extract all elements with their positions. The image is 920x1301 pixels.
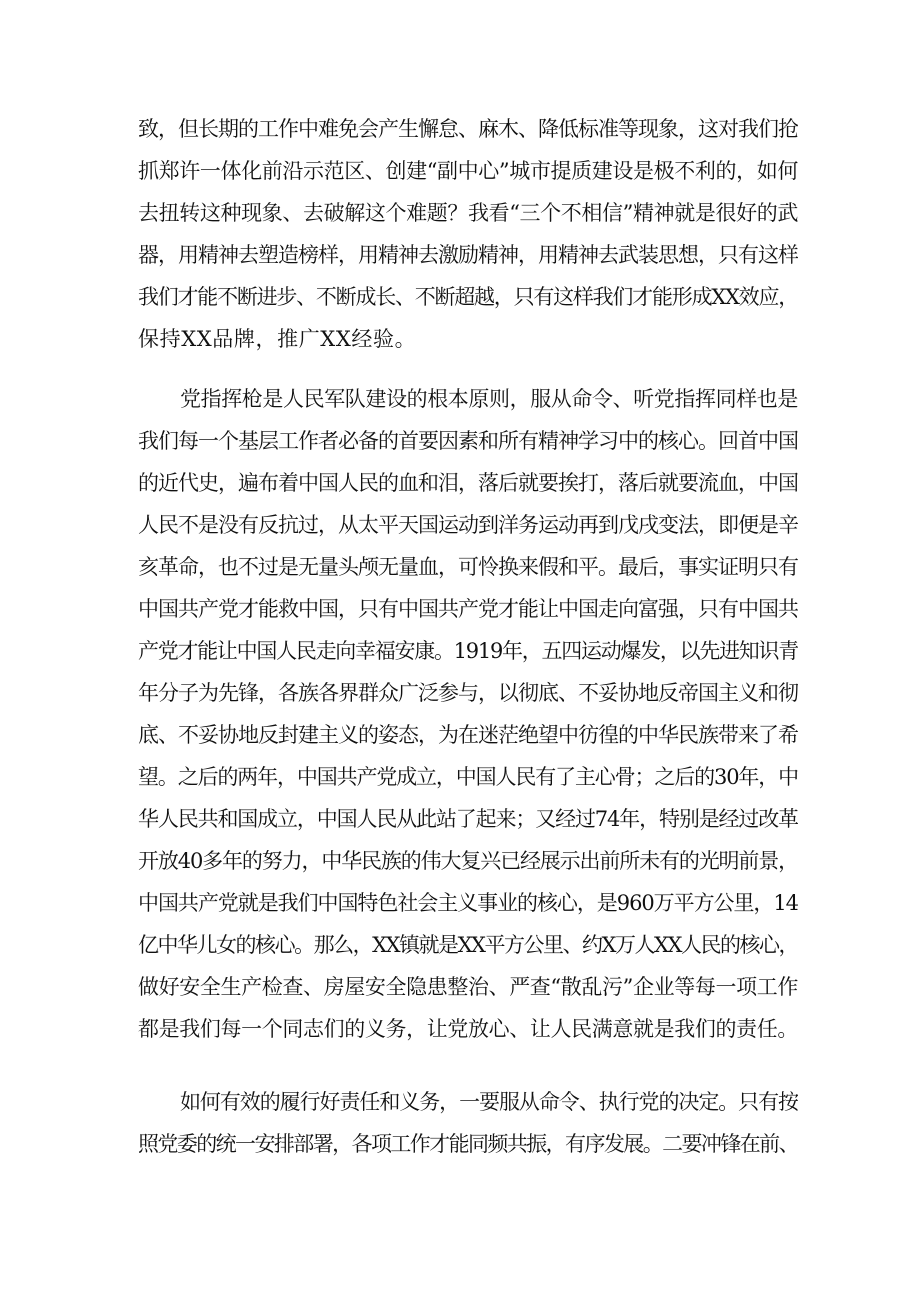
text-line: 器，用精神去塑造榜样，用精神去激励精神，用精神去武装思想，只有这样 — [138, 243, 798, 267]
paragraph-2 — [138, 378, 798, 1050]
paragraph-3 — [138, 1081, 798, 1165]
text-line: 我们才能不断进步、不断成长、不断超越，只有这样我们才能形成XX效应， — [138, 285, 798, 309]
text-line: 亿中华儿女的核心。那么，XX镇就是XX平方公里、约X万人XX人民的核心， — [138, 933, 798, 957]
text-line: 华人民共和国成立，中国人民从此站了起来；又经过74年，特别是经过改革 — [138, 807, 798, 831]
text-line: 去扭转这种现象、去破解这个难题？我看“三个不相信”精神就是很好的武 — [138, 201, 798, 225]
paragraph-1 — [138, 108, 798, 360]
text-line: 都是我们每一个同志们的义务，让党放心、让人民满意就是我们的责任。 — [138, 1017, 798, 1041]
text-line: 产党才能让中国人民走向幸福安康。1919年，五四运动爆发，以先进知识青 — [138, 639, 798, 663]
text-line: 开放40多年的努力，中华民族的伟大复兴已经展示出前所未有的光明前景， — [138, 849, 798, 873]
text-line: 中国共产党就是我们中国特色社会主义事业的核心，是960万平方公里，14 — [138, 891, 798, 915]
text-line: 致，但长期的工作中难免会产生懈怠、麻木、降低标准等现象，这对我们抢 — [138, 117, 798, 141]
text-line: 保持XX品牌，推广XX经验。 — [138, 327, 417, 351]
text-line: 中国共产党才能救中国，只有中国共产党才能让中国走向富强，只有中国共 — [138, 597, 798, 621]
text-line: 我们每一个基层工作者必备的首要因素和所有精神学习中的核心。回首中国 — [138, 429, 798, 453]
text-line: 照党委的统一安排部署，各项工作才能同频共振，有序发展。二要冲锋在前、 — [138, 1132, 798, 1156]
text-line: 的近代史，遍布着中国人民的血和泪，落后就要挨打，落后就要流血，中国 — [138, 471, 798, 495]
text-line: 底、不妥协地反封建主义的姿态，为在迷茫绝望中彷徨的中华民族带来了希 — [138, 723, 798, 747]
text-line: 做好安全生产检查、房屋安全隐患整治、严查“散乱污”企业等每一项工作 — [138, 975, 798, 999]
text-line: 如何有效的履行好责任和义务，一要服从命令、执行党的决定。只有按 — [180, 1090, 798, 1114]
text-line: 亥革命，也不过是无量头颅无量血，可怜换来假和平。最后，事实证明只有 — [138, 555, 798, 579]
text-line: 望。之后的两年，中国共产党成立，中国人民有了主心骨；之后的30年，中 — [138, 765, 798, 789]
text-line: 人民不是没有反抗过，从太平天国运动到洋务运动再到戊戌变法，即便是辛 — [138, 513, 798, 537]
text-line: 抓郑许一体化前沿示范区、创建“副中心”城市提质建设是极不利的，如何 — [138, 159, 798, 183]
text-line: 党指挥枪是人民军队建设的根本原则，服从命令、听党指挥同样也是 — [180, 387, 798, 411]
text-line: 年分子为先锋，各族各界群众广泛参与，以彻底、不妥协地反帝国主义和彻 — [138, 681, 798, 705]
